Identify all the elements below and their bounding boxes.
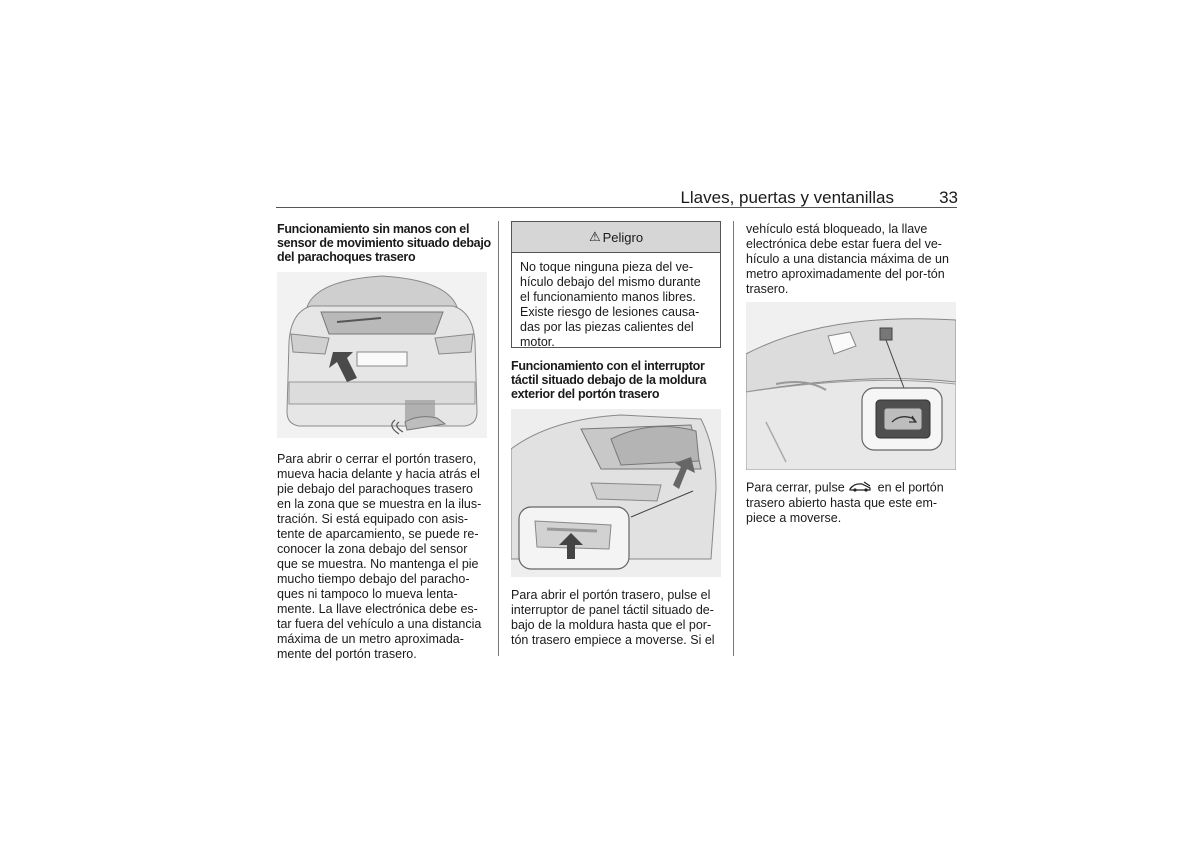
warning-header [512, 222, 720, 253]
car-rear-bumper-sensor-illustration [277, 272, 487, 438]
warning-box [511, 221, 721, 348]
running-header-title: Llaves, puertas y ventanillas [680, 188, 894, 207]
tailgate-close-button-illustration [746, 302, 956, 470]
header-rule [276, 207, 957, 208]
warning-text: No toque ninguna pieza del ve-hículo debajo del mismo durante el funcionamiento manos libres. Existe riesgo de lesiones causa-das por las piezas calientes del motor. [520, 260, 701, 349]
section-heading-touch-switch: Funcionamiento con el interruptor táctil situado debajo de la moldura exterior del portón trasero [511, 359, 707, 401]
body-text-handsfree: Para abrir o cerrar el portón trasero, mueva hacia delante y hacia atrás el pie debajo del parachoques trasero en la zona que se muestra en la ilus-tración. Si está equipado con asis-tente de aparcamiento, se puede re-conocer la zona debajo del sensor que se muestra. No mantenga el pie mucho tiempo debajo del paracho-ques ni tampoco lo mueva lenta-mente. La llave electrónica debe es-tar fuera del vehículo a una distancia máxima de un metro aproximada-mente del portón trasero. [277, 452, 482, 661]
body-text-key-distance: vehículo está bloqueado, la llave electrónica debe estar fuera del ve-hículo a una distancia máxima de un metro aproximadamente del por-tón trasero. [746, 222, 949, 296]
close-instruction-post: en el portón trasero abierto hasta que este em-piece a moverse. [746, 480, 944, 525]
body-text-touch-switch: Para abrir el portón trasero, pulse el interruptor de panel táctil situado de-bajo de la moldura hasta que el por-tón trasero empiece a moverse. Si el [511, 588, 715, 647]
column-divider-1 [498, 221, 499, 656]
warning-triangle-icon: ⚠ [588, 229, 601, 244]
tailgate-close-icon [848, 480, 874, 496]
figure-tailgate-touch-switch [511, 409, 721, 577]
figure-tailgate-close-button [746, 302, 956, 470]
close-instruction-pre: Para cerrar, pulse [746, 480, 845, 495]
figure-rear-bumper-sensor [277, 272, 487, 438]
body-text-close-instruction [746, 480, 958, 526]
page-number: 33 [939, 188, 958, 207]
column-divider-2 [733, 221, 734, 656]
tailgate-touch-switch-illustration [511, 409, 721, 577]
warning-title: Peligro [602, 229, 644, 245]
section-heading-handsfree: Funcionamiento sin manos con el sensor de movimiento situado debajo del parachoques trasero [277, 222, 491, 264]
